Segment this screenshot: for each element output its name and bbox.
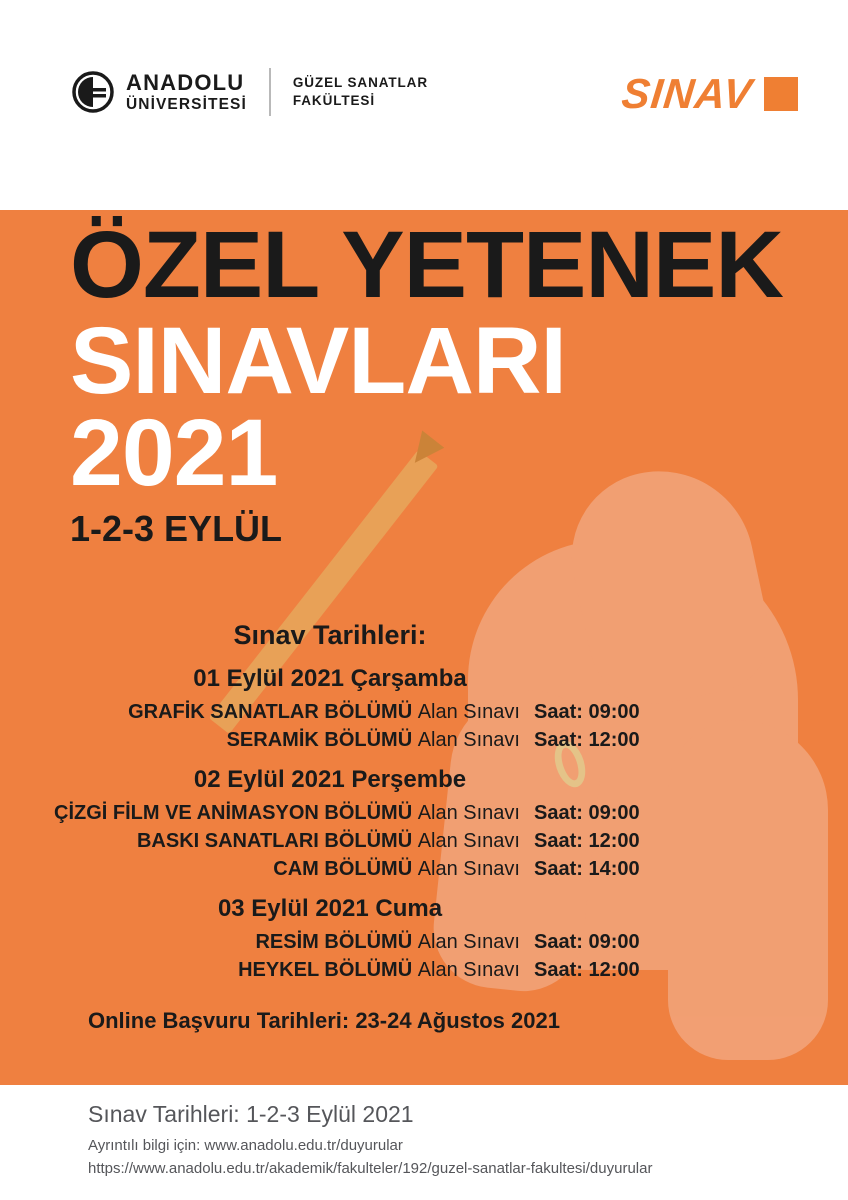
schedule-exam-type: Alan Sınavı [417,729,520,751]
university-name-line1: ANADOLU [126,70,245,95]
schedule-department: HEYKEL BÖLÜMÜ Alan Sınavı [238,959,520,981]
university-name-line2: ÜNİVERSİTESİ [126,95,247,113]
schedule-row [0,931,660,954]
sinav-logo-square-icon [764,77,798,111]
schedule-exam-type: Alan Sınavı [417,830,520,852]
sinav-logo-text: SINAV [619,70,755,117]
headline-line-3: 2021 [70,399,278,506]
schedule-department: CAM BÖLÜMÜ Alan Sınavı [273,858,520,880]
footer-info-line: Ayrıntılı bilgi için: www.anadolu.edu.tr/duyurular [88,1137,403,1154]
poster-footer [0,1085,848,1200]
schedule-time: Saat: 14:00 [534,858,640,880]
university-name [126,71,247,113]
sinav-logo [619,70,798,118]
schedule-time: Saat: 12:00 [534,729,640,751]
schedule-time: Saat: 12:00 [534,959,640,981]
schedule-department: BASKI SANATLARI BÖLÜMÜ Alan Sınavı [136,830,520,852]
schedule-exam-type: Alan Sınavı [417,802,520,824]
faculty-name-line2: FAKÜLTESİ [292,93,375,108]
schedule-department: ÇİZGİ FİLM VE ANİMASYON BÖLÜMÜ Alan Sınavı [54,802,520,824]
footer-exam-dates: Sınav Tarihleri: 1-2-3 Eylül 2021 [88,1101,414,1127]
schedule-row [0,858,660,881]
faculty-name [293,74,428,110]
schedule-title: Sınav Tarihleri: [233,620,427,650]
schedule-row [0,959,660,982]
schedule-exam-type: Alan Sınavı [417,931,520,953]
faculty-name-line1: GÜZEL SANATLAR [292,74,428,90]
schedule-time: Saat: 09:00 [534,701,640,723]
schedule-exam-type: Alan Sınavı [417,858,520,880]
university-logo-group [72,68,428,116]
poster-body [0,210,848,1085]
footer-url[interactable]: https://www.anadolu.edu.tr/akademik/fakulteler/192/guzel-sanatlar-fakultesi/duyurular [88,1160,653,1177]
schedule-department: SERAMİK BÖLÜMÜ Alan Sınavı [226,729,520,751]
schedule-department: GRAFİK SANATLAR BÖLÜMÜ Alan Sınavı [128,701,520,723]
schedule-date: 01 Eylül 2021 Çarşamba [193,665,467,692]
headline-line-1: ÖZEL YETENEK [70,212,783,318]
schedule-row [0,830,660,853]
schedule-row [0,802,660,825]
exam-schedule [0,620,660,1034]
schedule-time: Saat: 09:00 [534,802,640,824]
online-application-dates: Online Başvuru Tarihleri: 23-24 Ağustos 2021 [88,1008,560,1033]
headline-line-4: 1-2-3 EYLÜL [70,508,283,550]
logo-divider [269,68,271,116]
schedule-date: 03 Eylül 2021 Cuma [217,895,443,922]
schedule-days [0,665,660,982]
headline-line-2: SINAVLARI [70,307,566,414]
poster-headline [70,212,783,550]
anadolu-logo-icon [72,71,114,113]
schedule-exam-type: Alan Sınavı [417,959,520,981]
schedule-row [0,729,660,752]
schedule-date: 02 Eylül 2021 Perşembe [193,766,467,793]
schedule-exam-type: Alan Sınavı [417,701,520,723]
schedule-time: Saat: 09:00 [534,931,640,953]
schedule-row [0,701,660,724]
schedule-department: RESİM BÖLÜMÜ Alan Sınavı [255,931,520,953]
poster-header [0,0,848,210]
schedule-time: Saat: 12:00 [534,830,640,852]
